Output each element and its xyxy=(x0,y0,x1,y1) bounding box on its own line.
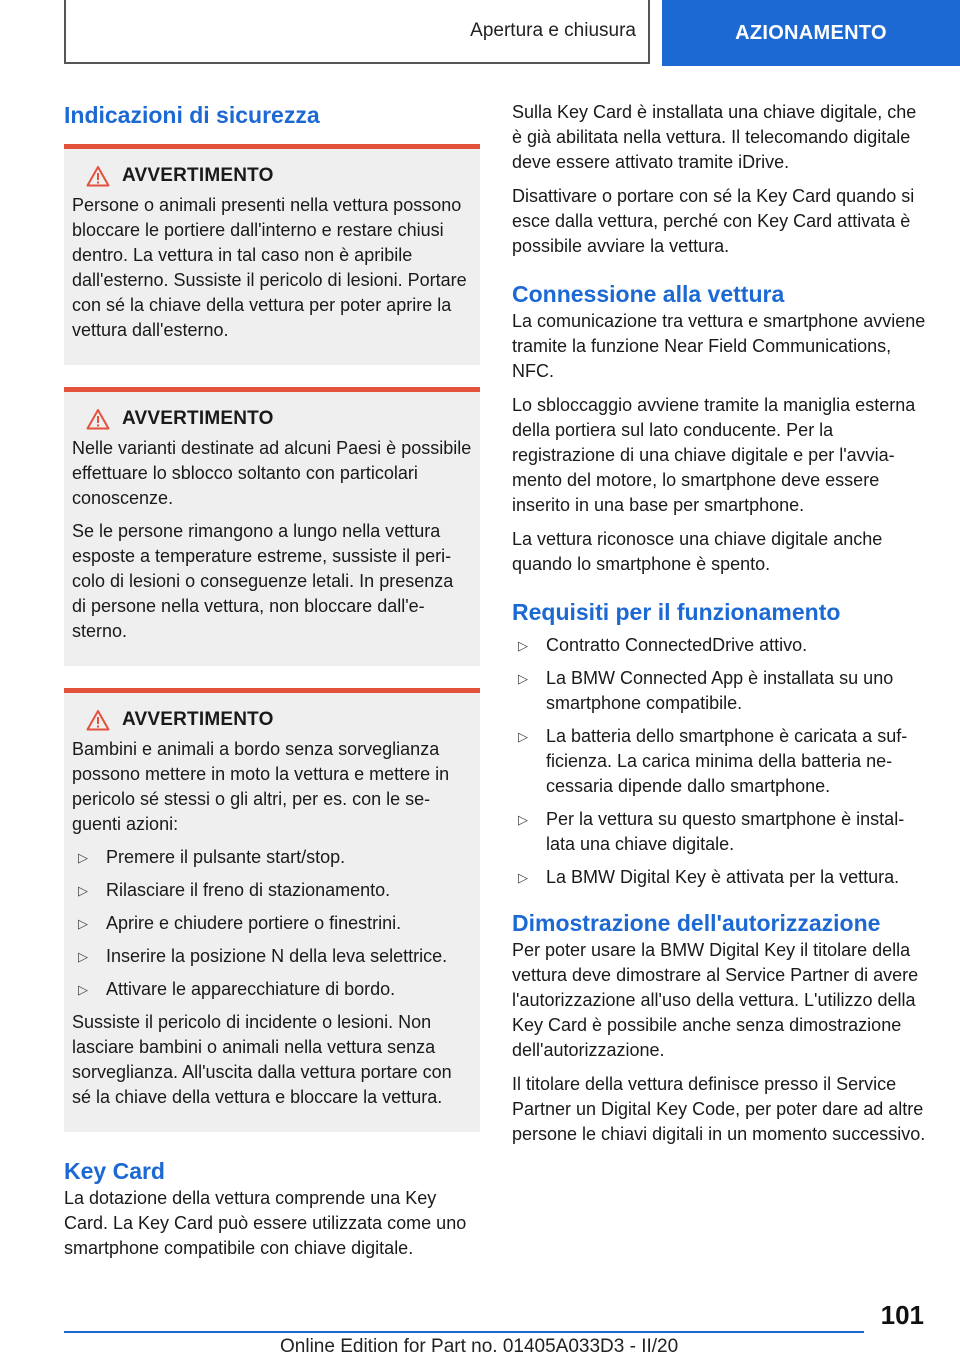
warning-label: AVVERTIMENTO xyxy=(122,709,274,730)
edition-note: Online Edition for Part no. 01405A033D3 - II/20 xyxy=(280,1336,679,1357)
list-item: ▷ Per la vettura su questo smartphone è installata una chiave digitale. xyxy=(518,809,905,854)
list-item: ▷ Contratto ConnectedDrive attivo. xyxy=(512,633,926,658)
bullet-triangle-icon: ▷ xyxy=(78,916,88,931)
paragraph: Lo sbloccaggio avviene tramite la maniglia esterna della portiera sul lato conducente. Per la registrazione di una chiave digitale e per l'avviamento del motore, lo smartphone deve essere inserito in una base per smartphone. xyxy=(512,395,916,515)
safety-heading: Indicazioni di sicurezza xyxy=(64,102,320,128)
section-title: Apertura e chiusura xyxy=(470,20,636,41)
warning-label: AVVERTIMENTO xyxy=(122,408,274,429)
paragraph: Per poter usare la BMW Digital Key il titolare della vettura deve dimostrare al Service Partner di avere l'autorizzazione all'uso della vettura. L'utilizzo della Key Card è possibile anche senza dimostrazione dell'autorizzazione. xyxy=(512,940,919,1060)
right-column xyxy=(512,100,926,1156)
paragraph: La vettura riconosce una chiave digitale anche quando lo smartphone è spento. xyxy=(512,529,883,574)
bullet-triangle-icon: ▷ xyxy=(78,949,88,964)
warning-triangle-icon xyxy=(86,165,110,187)
chapter-tab: AZIONAMENTO xyxy=(662,0,960,66)
requirements-list xyxy=(512,633,926,890)
warning-text: Persone o animali presenti nella vettura possono bloccare le portiere dall'interno e restare chiusi dentro. La vettura in tal caso non è apribile dall'esterno. Sussiste il pericolo di lesioni. Portare con sé la chiave della vettura per poter aprire la vettura dall'esterno. xyxy=(72,195,467,340)
bullet-triangle-icon: ▷ xyxy=(518,671,528,686)
list-item: ▷ Attivare le apparecchiature di bordo. xyxy=(72,977,472,1002)
warning-header xyxy=(86,709,472,731)
bullet-triangle-icon: ▷ xyxy=(518,812,528,827)
requirements-heading: Requisiti per il funzionamento xyxy=(512,599,841,625)
page-number: 101 xyxy=(880,1300,924,1330)
warning-box-2 xyxy=(64,387,480,666)
paragraph: Il titolare della vettura definisce presso il Service Partner un Digital Key Code, per poter dare ad altre persone le chiavi digitali in un momento successivo. xyxy=(512,1074,926,1144)
paragraph: Disattivare o portare con sé la Key Card quando si esce dalla vettura, perché con Key Card attivata è possibile avviare la vettura. xyxy=(512,186,915,256)
warning-text: Bambini e animali a bordo senza sorveglianza possono mettere in moto la vettura e mettere in pericolo sé stessi o gli altri, per es. con le seguenti azioni: xyxy=(72,739,450,834)
keycard-text: La dotazione della vettura comprende una Key Card. La Key Card può essere utilizzata come uno smartphone compatibile con chiave digitale. xyxy=(64,1188,467,1258)
warning-text: Sussiste il pericolo di incidente o lesioni. Non lasciare bambini o animali nella vettura senza sorveglianza. All'uscita dalla vettura portare con sé la chiave della vettura e bloccare la vettura. xyxy=(72,1012,452,1107)
list-item: ▷ La batteria dello smartphone è caricata a sufficienza. La carica minima della batteria necessaria dipende dallo smartphone. xyxy=(518,726,908,796)
list-item: ▷ Premere il pulsante start/stop. xyxy=(72,845,472,870)
keycard-heading: Key Card xyxy=(64,1158,165,1184)
warning-triangle-icon xyxy=(86,709,110,731)
bullet-triangle-icon: ▷ xyxy=(518,870,528,885)
bullet-triangle-icon: ▷ xyxy=(518,729,528,744)
warning-box-1 xyxy=(64,144,480,365)
list-item: ▷ La BMW Connected App è installata su uno smartphone compatibile. xyxy=(518,668,894,713)
list-item: ▷ Rilasciare il freno di stazionamento. xyxy=(72,878,472,903)
warning-text: Se le persone rimangono a lungo nella vettura esposte a temperature estreme, sussiste il pericolo di lesioni o conseguenze letali. In presenza di persone nella vettura, non bloccare dall'esterno. xyxy=(72,521,454,641)
connection-heading: Connessione alla vettura xyxy=(512,281,785,307)
warning-box-3 xyxy=(64,688,480,1132)
paragraph: Sulla Key Card è installata una chiave digitale, che è già abilitata nella vettura. Il telecomando digitale deve essere attivato tramite iDrive. xyxy=(512,102,917,172)
list-item: ▷ La BMW Digital Key è attivata per la vettura. xyxy=(512,865,926,890)
warning-header xyxy=(86,408,472,430)
list-item: ▷ Aprire e chiudere portiere o finestrini. xyxy=(72,911,472,936)
header-separator xyxy=(648,0,650,64)
bullet-triangle-icon: ▷ xyxy=(518,638,528,653)
bullet-triangle-icon: ▷ xyxy=(78,883,88,898)
header-bottom-rule xyxy=(64,62,650,64)
warning-triangle-icon xyxy=(86,408,110,430)
footer-rule xyxy=(64,1331,864,1333)
authorization-heading: Dimostrazione dell'autorizzazione xyxy=(512,910,881,936)
warning-label: AVVERTIMENTO xyxy=(122,165,274,186)
warning-action-list xyxy=(72,845,472,1002)
warning-header xyxy=(86,165,472,187)
paragraph: La comunicazione tra vettura e smartphone avviene tramite la funzione Near Field Communications, NFC. xyxy=(512,311,926,381)
bullet-triangle-icon: ▷ xyxy=(78,850,88,865)
bullet-triangle-icon: ▷ xyxy=(78,982,88,997)
left-column xyxy=(64,100,480,1270)
list-item: ▷ Inserire la posizione N della leva selettrice. xyxy=(72,944,472,969)
warning-text: Nelle varianti destinate ad alcuni Paesi è possibile effettuare lo sblocco soltanto con particolari conoscenze. xyxy=(72,438,472,508)
